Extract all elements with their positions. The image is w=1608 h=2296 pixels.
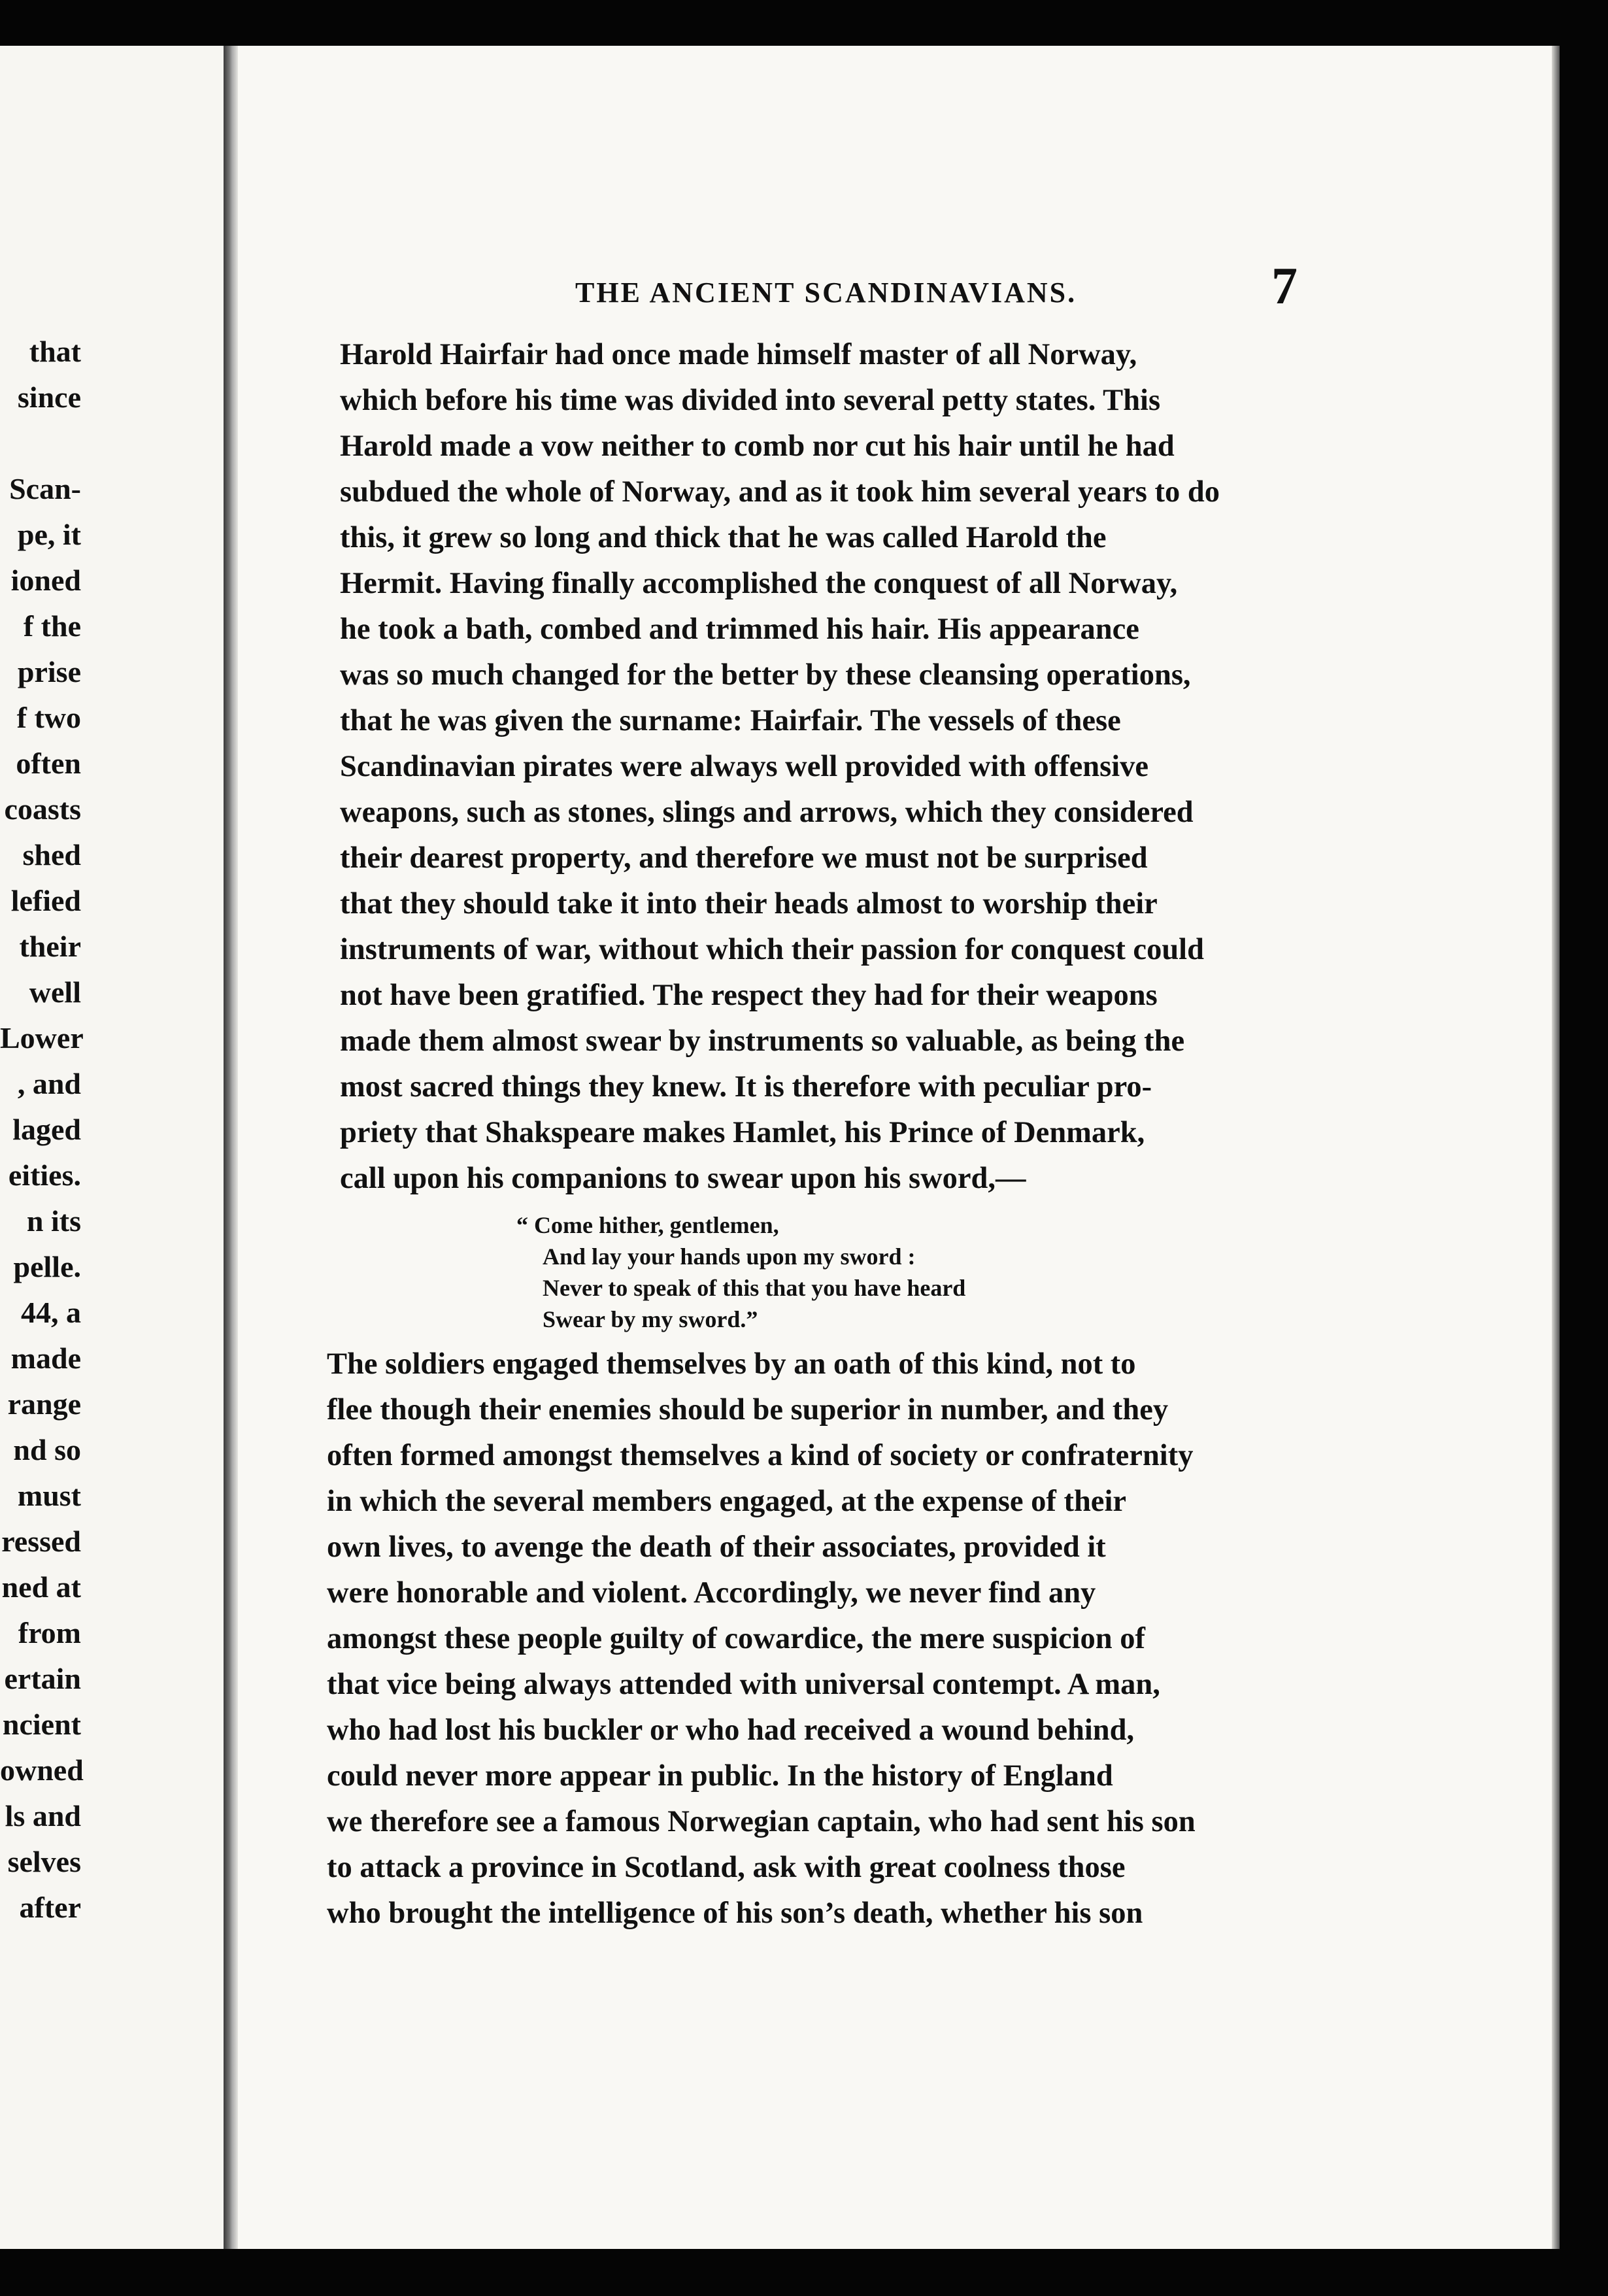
previous-page-line-fragment: 44, a — [21, 1296, 81, 1329]
previous-page-line-fragment: n its — [26, 1204, 81, 1238]
previous-page-line-fragment: nd so — [13, 1433, 81, 1466]
previous-page-line-endings — [0, 46, 229, 2249]
body-text-line: Hermit. Having finally accomplished the conquest of all Norway, — [340, 567, 1178, 600]
previous-page-line-fragment: prise — [17, 655, 81, 688]
body-text-2-line: who brought the intelligence of his son’s death, whether his son — [327, 1897, 1143, 1930]
previous-page-strip — [0, 46, 229, 2249]
body-text-line: he took a bath, combed and trimmed his hair. His appearance — [340, 613, 1139, 646]
previous-page-line-fragment: laged — [12, 1113, 81, 1146]
page-edge — [1552, 46, 1560, 2249]
previous-page-line-fragment: Scan- — [9, 472, 81, 505]
paragraph-2 — [327, 1342, 1281, 1936]
body-text-line: made them almost swear by instruments so valuable, as being the — [340, 1024, 1185, 1058]
body-text-line: subdued the whole of Norway, and as it took him several years to do — [340, 475, 1220, 509]
previous-page-line-fragment: ertain — [4, 1662, 81, 1695]
previous-page-line-fragment: well — [29, 975, 81, 1009]
body-text-2-line: The soldiers engaged themselves by an oath of this kind, not to — [327, 1347, 1136, 1381]
body-text-line: priety that Shakspeare makes Hamlet, his Prince of Denmark, — [340, 1116, 1145, 1149]
previous-page-line-fragment: coasts — [4, 792, 81, 826]
body-text-2-line: we therefore see a famous Norwegian captain, who had sent his son — [327, 1805, 1196, 1838]
verse-quotation — [516, 1209, 1105, 1335]
previous-page-line-fragment: shed — [22, 838, 81, 871]
verse-line: Swear by my sword.” — [543, 1306, 758, 1332]
previous-page-line-fragment: pe, it — [17, 518, 81, 551]
body-text-line: Harold Hairfair had once made himself master of all Norway, — [340, 338, 1137, 371]
body-text-2-line: that vice being always attended with universal contempt. A man, — [327, 1668, 1160, 1701]
body-text-line: Scandinavian pirates were always well provided with offensive — [340, 750, 1149, 783]
previous-page-line-fragment: f two — [16, 701, 81, 734]
previous-page-line-fragment: after — [19, 1891, 81, 1924]
body-text-line: most sacred things they knew. It is therefore with peculiar pro- — [340, 1070, 1152, 1104]
body-text-line: this, it grew so long and thick that he was called Harold the — [340, 521, 1107, 554]
body-text-2-line: often formed amongst themselves a kind of society or confraternity — [327, 1439, 1194, 1472]
page-number: 7 — [1271, 258, 1299, 315]
body-text-2-line: could never more appear in public. In the history of England — [327, 1759, 1113, 1793]
previous-page-line-fragment: their — [19, 930, 81, 963]
previous-page-line-fragment: pelle. — [13, 1250, 81, 1283]
body-text-line: instruments of war, without which their passion for conquest could — [340, 933, 1204, 966]
previous-page-line-fragment: since — [17, 380, 81, 414]
body-text-2-line: own lives, to avenge the death of their associates, provided it — [327, 1530, 1106, 1564]
body-text-line: which before his time was divided into several petty states. This — [340, 384, 1161, 417]
body-text-line: weapons, such as stones, slings and arrows, which they considered — [340, 796, 1194, 829]
previous-page-line-fragment: ressed — [1, 1525, 81, 1558]
body-text-line: not have been gratified. The respect they had for their weapons — [340, 979, 1158, 1012]
paragraph-1 — [340, 332, 1291, 1202]
body-text-2-line: flee though their enemies should be superior in number, and they — [327, 1393, 1169, 1427]
previous-page-line-fragment: from — [18, 1616, 81, 1649]
body-text-line: that they should take it into their heads almost to worship their — [340, 887, 1158, 920]
verse-line: And lay your hands upon my sword : — [543, 1243, 916, 1270]
previous-page-line-fragment: must — [17, 1479, 81, 1512]
previous-page-line-fragment: range — [7, 1387, 81, 1421]
previous-page-line-fragment: ned at — [1, 1570, 81, 1604]
previous-page-line-fragment: selves — [7, 1845, 81, 1878]
body-text-line: their dearest property, and therefore we must not be surprised — [340, 841, 1148, 875]
previous-page-line-fragment: f the — [23, 609, 81, 643]
book-gutter — [224, 46, 238, 2249]
verse-line: Never to speak of this that you have heard — [543, 1275, 966, 1301]
previous-page-line-fragment: ncient — [2, 1708, 81, 1741]
body-text-line: was so much changed for the better by these cleansing operations, — [340, 658, 1191, 692]
body-text-line: Harold made a vow neither to comb nor cut his hair until he had — [340, 430, 1175, 463]
previous-page-line-fragment: that — [29, 335, 81, 368]
previous-page-line-fragment: made — [10, 1342, 81, 1375]
body-text-2-line: amongst these people guilty of cowardice, the mere suspicion of — [327, 1622, 1145, 1655]
previous-page-line-fragment: ioned — [10, 564, 81, 597]
body-text-2-line: who had lost his buckler or who had received a wound behind, — [327, 1714, 1135, 1747]
previous-page-line-fragment: lefied — [10, 884, 81, 917]
body-text-line: call upon his companions to swear upon his sword,— — [340, 1162, 1026, 1195]
previous-page-line-fragment: owned — [0, 1753, 84, 1787]
body-text-2-line: in which the several members engaged, at the expense of their — [327, 1485, 1127, 1518]
body-text-line: that he was given the surname: Hairfair. The vessels of these — [340, 704, 1121, 737]
previous-page-line-fragment: , and — [17, 1067, 81, 1100]
body-text-2-line: were honorable and violent. Accordingly, we never find any — [327, 1576, 1096, 1610]
verse-line: “ Come hither, gentlemen, — [516, 1212, 779, 1238]
previous-page-line-fragment: ls and — [5, 1799, 81, 1832]
previous-page-line-fragment: often — [16, 747, 81, 780]
running-head-title: THE ANCIENT SCANDINAVIANS. — [575, 277, 1077, 309]
body-text-2-line: to attack a province in Scotland, ask with great coolness those — [327, 1851, 1126, 1884]
previous-page-line-fragment: Lower — [0, 1021, 84, 1055]
running-head — [333, 258, 1301, 315]
previous-page-line-fragment: eities. — [8, 1158, 81, 1192]
